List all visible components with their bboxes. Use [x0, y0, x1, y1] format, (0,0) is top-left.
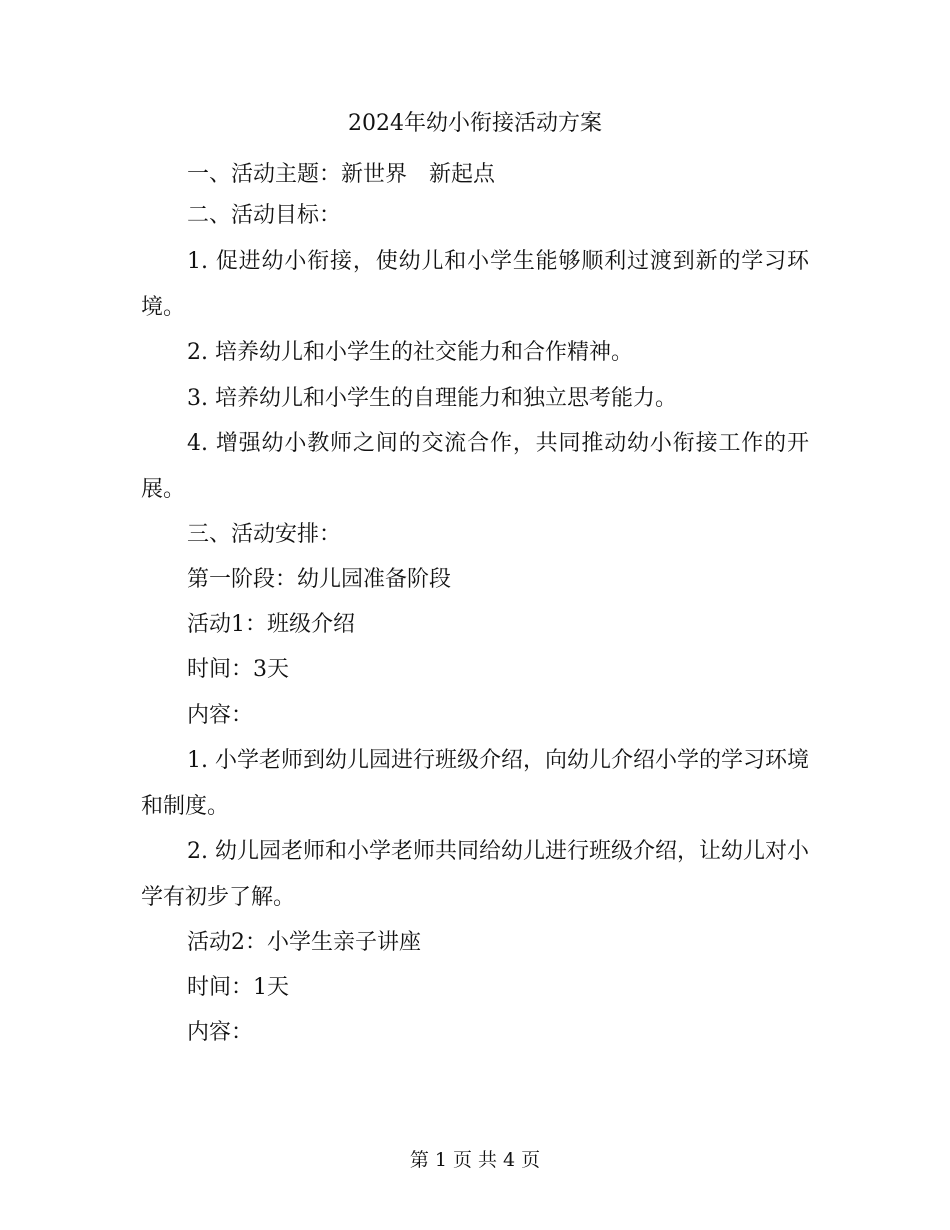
paragraph-stage-1: 第一阶段：幼儿园准备阶段 [187, 567, 452, 592]
paragraph-goal-4: 4. 增强幼小教师之间的交流合作，共同推动幼小衔接工作的开展。 [141, 431, 809, 502]
page-footer: 第 1 页 共 4 页 [409, 1149, 541, 1171]
paragraph-activity-1: 活动1：班级介绍 [187, 612, 355, 637]
paragraph-activity-1-time: 时间：3天 [187, 657, 289, 682]
paragraph-goal-3: 3. 培养幼儿和小学生的自理能力和独立思考能力。 [187, 386, 677, 411]
paragraph-goals-heading: 二、活动目标： [187, 203, 342, 228]
paragraph-theme: 一、活动主题：新世界 新起点 [187, 162, 496, 187]
paragraph-goal-1: 1. 促进幼小衔接，使幼儿和小学生能够顺利过渡到新的学习环境。 [141, 249, 809, 320]
paragraph-activity-2-time: 时间：1天 [187, 975, 289, 1000]
paragraph-arrangement-heading: 三、活动安排： [187, 522, 342, 547]
paragraph-content-item-2: 2. 幼儿园老师和小学老师共同给幼儿进行班级介绍，让幼儿对小学有初步了解。 [141, 839, 809, 910]
paragraph-goal-2: 2. 培养幼儿和小学生的社交能力和合作精神。 [187, 340, 633, 365]
paragraph-activity-2-content: 内容： [187, 1020, 254, 1045]
document-title: 2024年幼小衔接活动方案 [348, 111, 602, 136]
paragraph-activity-2: 活动2：小学生亲子讲座 [187, 930, 421, 955]
paragraph-content-item-1: 1. 小学老师到幼儿园进行班级介绍，向幼儿介绍小学的学习环境和制度。 [141, 748, 809, 819]
paragraph-activity-1-content: 内容： [187, 703, 254, 728]
